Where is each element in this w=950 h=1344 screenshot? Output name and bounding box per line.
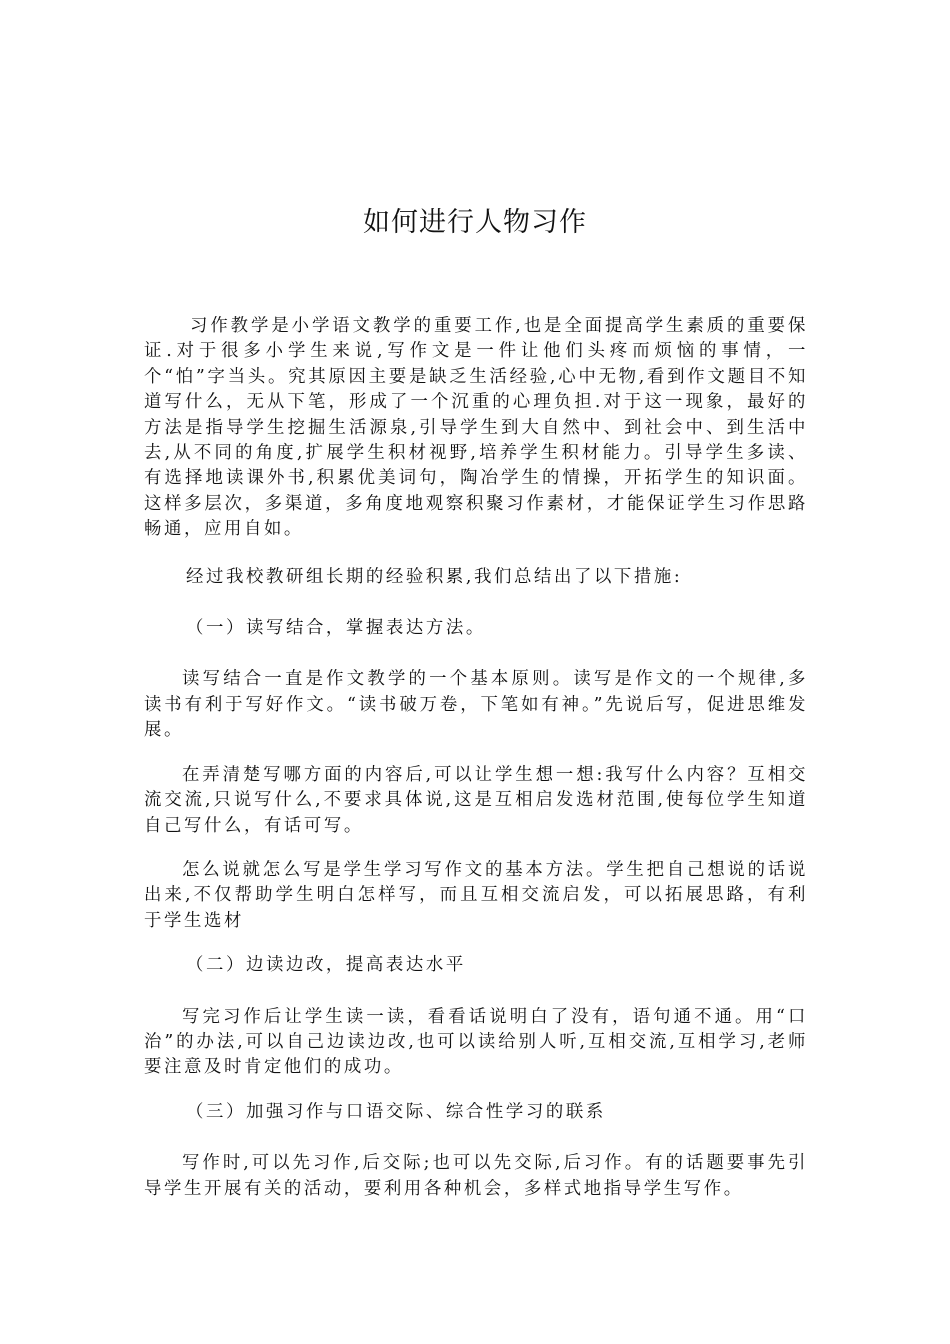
paragraph-section-1b: 在弄清楚写哪方面的内容后,可以让学生想一想:我写什么内容？互相交流交流,只说写什么,不要求具体说,这是互相启发选材范围,使每位学生知道自己写什么，有话可写。: [144, 764, 808, 836]
paragraph-summary: 经过我校教研组长期的经验积累,我们总结出了以下措施:: [186, 566, 683, 587]
paragraph-section-2: 写完习作后让学生读一读，看看话说明白了没有，语句通不通。用“口治”的办法,可以自己边读边改,也可以读给别人听,互相交流,互相学习,老师要注意及时肯定他们的成功。: [144, 1006, 808, 1078]
paragraph-section-1a: 读写结合一直是作文教学的一个基本原则。读写是作文的一个规律,多读书有利于写好作文。“读书破万卷，下笔如有神。”先说后写，促进思维发展。: [144, 669, 808, 741]
section-heading-2: （二）边读边改，提高表达水平: [186, 955, 466, 976]
paragraph-section-3: 写作时,可以先习作,后交际;也可以先交际,后习作。有的话题要事先引导学生开展有关的活动，要利用各种机会，多样式地指导学生写作。: [144, 1153, 808, 1199]
document-title: 如何进行人物习作: [363, 207, 587, 238]
document-body: [144, 314, 808, 1221]
paragraph-section-1c: 怎么说就怎么写是学生学习写作文的基本方法。学生把自己想说的话说出来,不仅帮助学生明白怎样写，而且互相交流启发，可以拓展思路，有利于学生选材: [144, 859, 808, 931]
section-heading-3: （三）加强习作与口语交际、综合性学习的联系: [186, 1101, 606, 1122]
paragraph-intro: 习作教学是小学语文教学的重要工作,也是全面提高学生素质的重要保证.对于很多小学生来说,写作文是一件让他们头疼而烦恼的事情，一个“怕”字当头。究其原因主要是缺乏生活经验,心中无物,看到作文题目不知道写什么，无从下笔，形成了一个沉重的心理负担.对于这一现象，最好的方法是指导学生挖掘生活源泉,引导学生到大自然中、到社会中、到生活中去,从不同的角度,扩展学生积材视野,培养学生积材能力。引导学生多读、有选择地读课外书,积累优美词句，陶冶学生的情操，开拓学生的知识面。这样多层次，多渠道，多角度地观察积聚习作素材，才能保证学生习作思路畅通，应用自如。: [144, 316, 808, 540]
section-heading-1: （一）读写结合，掌握表达方法。: [186, 618, 486, 639]
